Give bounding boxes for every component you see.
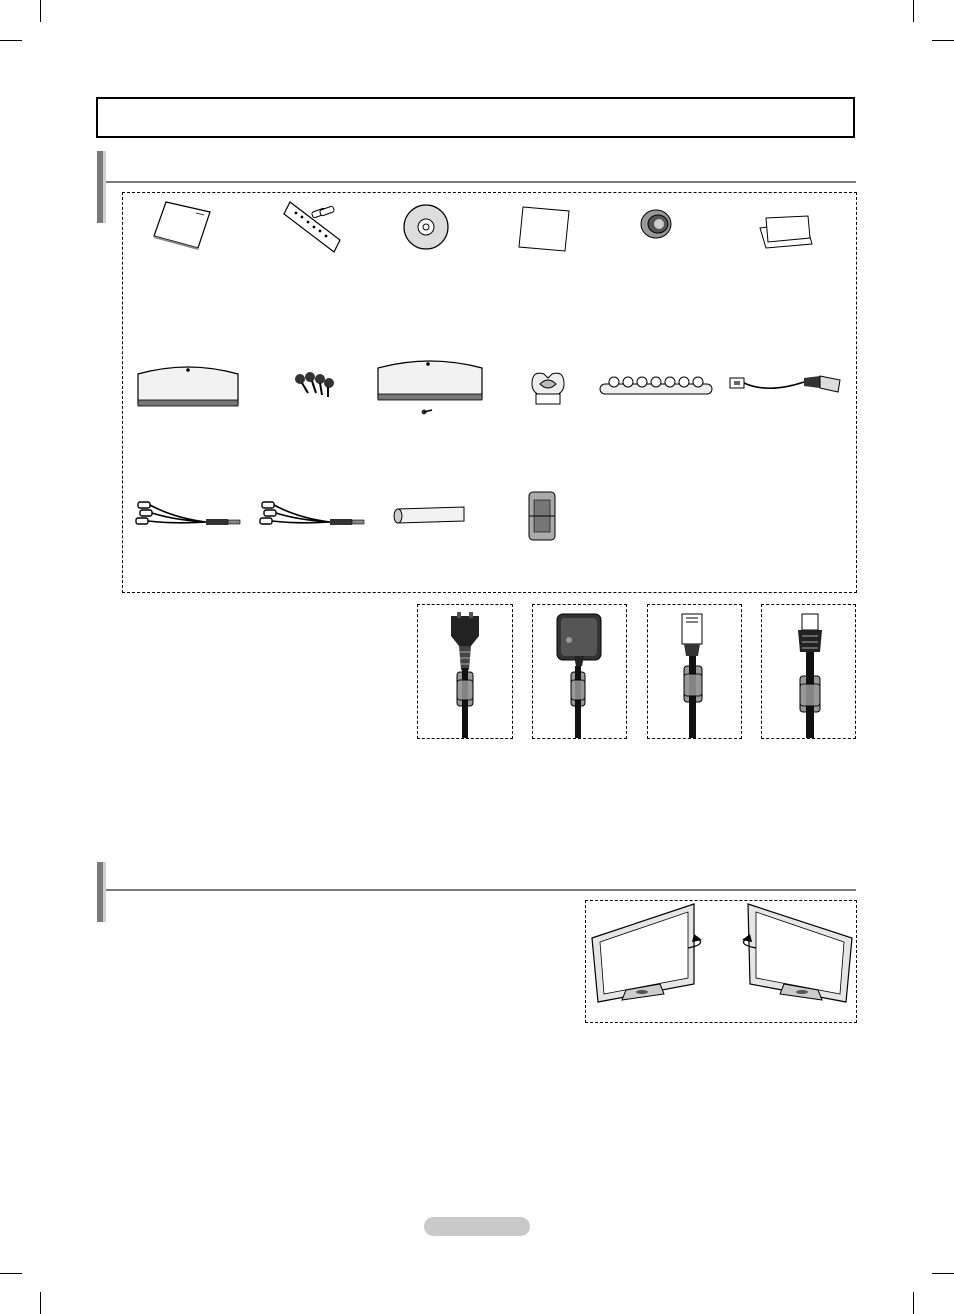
crop-mark <box>40 1292 41 1314</box>
remote-control-batteries-icon <box>282 200 344 256</box>
crop-mark <box>913 0 914 22</box>
section-marker <box>97 151 106 223</box>
section-rule <box>106 889 856 891</box>
crop-mark <box>932 40 954 41</box>
tv-swivel-icon <box>590 904 854 1012</box>
cleaning-cloth-icon <box>517 205 573 253</box>
crop-mark <box>932 1273 954 1274</box>
cd-icon <box>402 203 450 251</box>
crop-mark <box>913 1292 914 1314</box>
page-title-box <box>96 97 855 138</box>
scart-cable-icon <box>728 372 842 398</box>
power-adapter-ferrite-icon <box>554 612 604 738</box>
page-number-pill <box>424 1217 530 1236</box>
cover-bottom-screw-icon <box>374 354 486 420</box>
screws-icon <box>292 371 336 399</box>
section-marker <box>97 862 106 922</box>
hdmi-cable-ferrite-icon <box>790 610 830 738</box>
component-cable-icon <box>258 496 366 532</box>
crop-mark <box>0 1273 22 1274</box>
ferrite-core-icon <box>526 488 558 544</box>
crop-mark <box>0 40 22 41</box>
cleaning-cloth-roll-icon <box>392 503 468 527</box>
warranty-card-icon <box>758 214 814 250</box>
owners-manual-icon <box>152 200 214 250</box>
holder-ring-icon <box>636 206 676 242</box>
av-cable-icon <box>134 496 242 532</box>
lan-cable-ferrite-icon <box>674 610 714 738</box>
cover-bottom-icon <box>134 360 242 410</box>
crop-mark <box>40 0 41 22</box>
section-rule <box>106 181 856 183</box>
holder-wire-stand-icon <box>598 372 714 398</box>
power-cord-ferrite-icon <box>443 610 487 738</box>
cable-holder-icon <box>526 366 570 408</box>
